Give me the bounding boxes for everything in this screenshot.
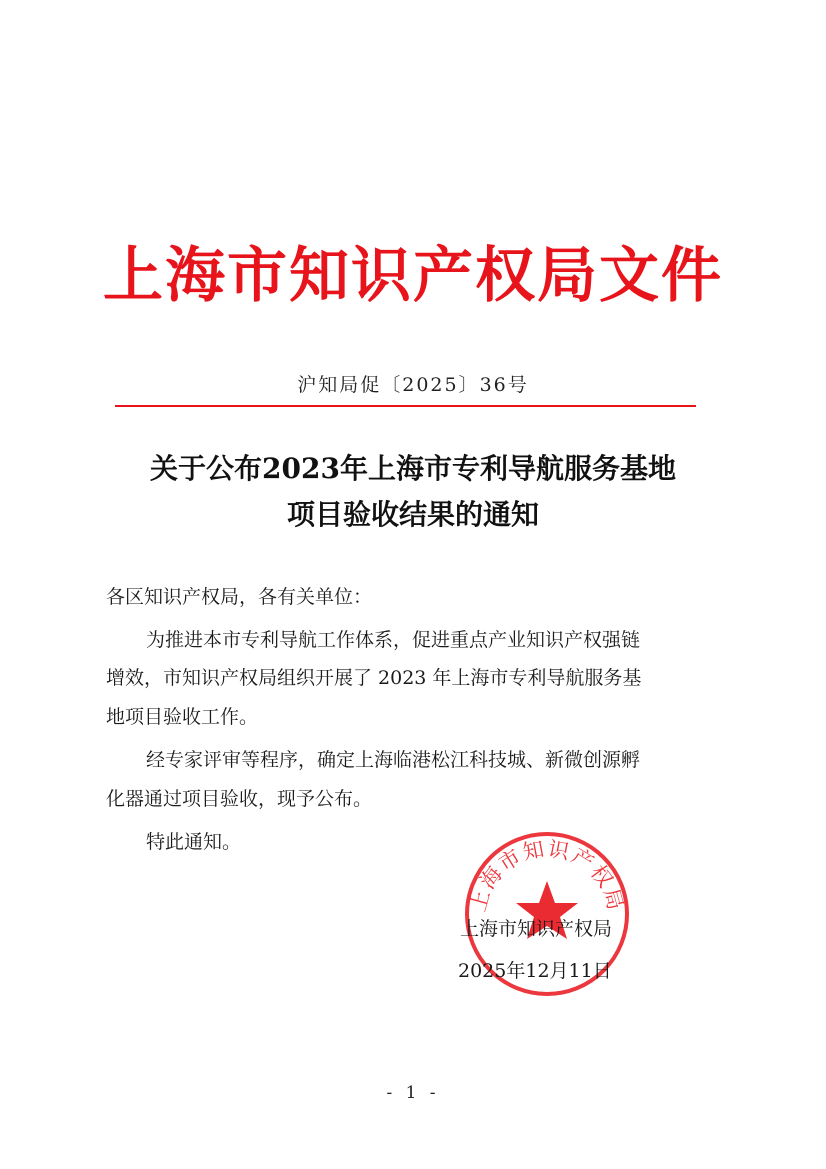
- page-number: - 1 -: [386, 1083, 440, 1103]
- seal-text: 上海市知识产权局: [465, 836, 629, 915]
- masthead-title: 上海市知识产权局文件: [103, 241, 723, 311]
- paragraph-1-line-3: 地项目验收工作。: [106, 706, 259, 728]
- paragraph-2-line-1: 经专家评审等程序，确定上海临港松江科技城、新微创源孵: [146, 749, 641, 771]
- signature-organization: 上海市知识产权局: [460, 918, 613, 940]
- signature-date: 2025年12月11日: [458, 960, 612, 982]
- document-number: 沪知局促〔2025〕36号: [297, 374, 529, 396]
- notice-title: [0, 446, 826, 538]
- closing-text: 特此通知。: [146, 831, 242, 853]
- notice-title-line-1: 关于公布2023年上海市专利导航服务基地: [150, 452, 676, 485]
- paragraph-2-line-2: 化器通过项目验收，现予公布。: [106, 788, 373, 810]
- red-divider-line: [115, 405, 696, 407]
- notice-title-line-2: 项目验收结果的通知: [286, 498, 539, 531]
- salutation: 各区知识产权局，各有关单位：: [106, 586, 373, 608]
- paragraph-1-line-2: 增效，市知识产权局组织开展了 2023 年上海市专利导航服务基: [106, 667, 642, 689]
- paragraph-1-line-1: 为推进本市专利导航工作体系，促进重点产业知识产权强链: [146, 629, 641, 651]
